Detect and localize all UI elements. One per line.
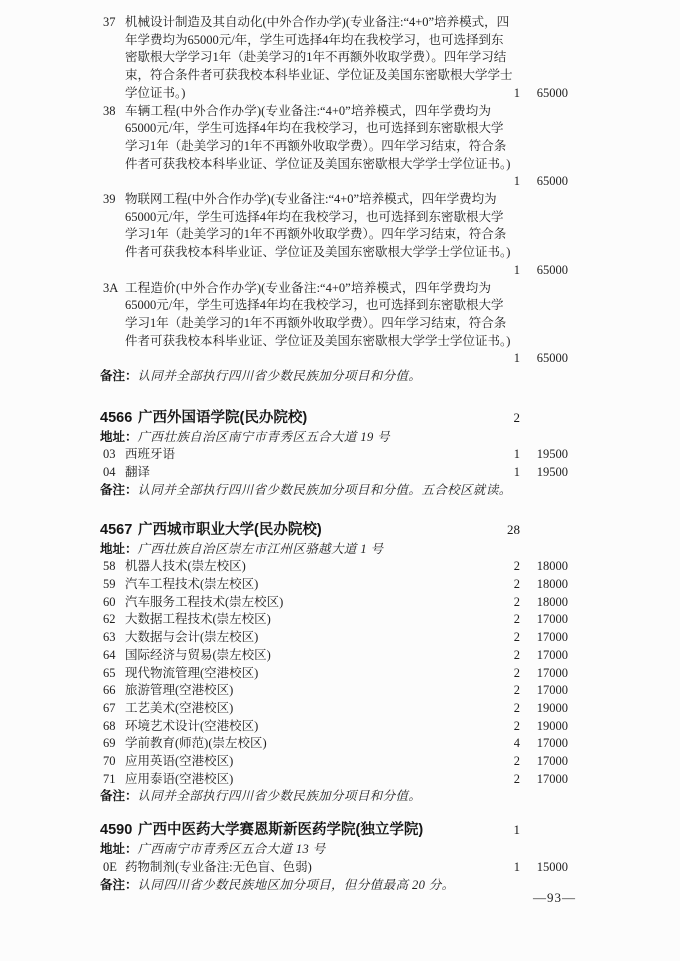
- major-code: 60: [103, 594, 116, 609]
- program-item: [100, 280, 568, 369]
- major-row: [100, 735, 568, 753]
- note-label: 备注：: [100, 789, 138, 804]
- plan-count: 2: [513, 559, 520, 574]
- tuition-fee: 19500: [536, 465, 568, 480]
- plan-count: 2: [513, 576, 520, 591]
- tuition-fee: 17000: [536, 665, 568, 680]
- page-number: —93—: [533, 890, 576, 905]
- note-text: 认同四川省少数民族地区加分项目，但分值最高 20 分。: [137, 877, 455, 892]
- program-description-line: 密歇根大学学习1年（赴美学习的1年不再额外收取学费）。四年学习结: [125, 50, 507, 65]
- address-row: [100, 541, 568, 559]
- plan-row: [100, 262, 568, 280]
- indent-spacer: [100, 350, 125, 368]
- address-row: [100, 429, 568, 447]
- program-paragraph: [100, 103, 568, 174]
- program-description: [125, 191, 511, 262]
- program-code: 3A: [103, 280, 119, 295]
- major-name: 机器人技术(崇左校区): [125, 559, 246, 574]
- major-name: 翻译: [125, 465, 151, 480]
- major-code: 04: [103, 465, 116, 480]
- tuition-fee: 19000: [536, 700, 568, 715]
- tuition-fee: 17000: [536, 647, 568, 662]
- plan-count: 2: [513, 594, 520, 609]
- note-text: 认同并全部执行四川省少数民族加分项目和分值。: [137, 369, 422, 384]
- major-name: 大数据工程技术(崇左校区): [125, 612, 271, 627]
- indent-spacer: [100, 262, 125, 280]
- university-name: 广西城市职业大学(民办院校): [138, 521, 322, 538]
- major-code: 62: [103, 612, 116, 627]
- plan-count: 1: [513, 351, 520, 366]
- major-name: 汽车工程技术(崇左校区): [125, 576, 259, 591]
- tuition-fee: 65000: [536, 262, 568, 277]
- note-row: [100, 368, 568, 386]
- major-name: 应用英语(空港校区): [125, 754, 234, 769]
- program-description-line: 物联网工程(中外合作办学)(专业备注:“4+0”培养模式，四年学费均为: [125, 192, 497, 207]
- tuition-fee: 18000: [536, 594, 568, 609]
- program-paragraph: [100, 280, 568, 351]
- program-description-line: 车辆工程(中外合作办学)(专业备注:“4+0”培养模式，四年学费均为: [125, 103, 491, 118]
- university-plan-count: 2: [513, 409, 520, 425]
- major-row: [100, 753, 568, 771]
- major-row: [100, 682, 568, 700]
- major-name: 国际经济与贸易(崇左校区): [125, 647, 271, 662]
- address-row: [100, 841, 568, 859]
- major-name: 学前教育(师范)(崇左校区): [125, 736, 267, 751]
- program-description-line: 件者可获我校本科毕业证、学位证及美国东密歇根大学学士学位证书。): [125, 156, 511, 171]
- tuition-fee: 17000: [536, 754, 568, 769]
- major-code: 70: [103, 754, 116, 769]
- tuition-fee: 17000: [536, 736, 568, 751]
- major-name: 工艺美术(空港校区): [125, 700, 234, 715]
- major-code: 65: [103, 665, 116, 680]
- note-text: 认同并全部执行四川省少数民族加分项目和分值。五合校区就读。: [137, 482, 512, 497]
- university-code: 4566: [100, 409, 133, 426]
- program-description-line: 年学费均为65000元/年，学生可选择4年均在我校学习，也可选择到东: [125, 32, 504, 47]
- major-row: [100, 647, 568, 665]
- plan-row: [100, 85, 568, 103]
- major-row: [100, 771, 568, 789]
- university-header: [100, 819, 568, 841]
- major-code: 64: [103, 647, 116, 662]
- program-description-line: 工程造价(中外合作办学)(专业备注:“4+0”培养模式，四年学费均为: [125, 280, 491, 295]
- major-name: 应用泰语(空港校区): [125, 771, 234, 786]
- tuition-fee: 15000: [536, 859, 568, 874]
- note-label: 备注：: [100, 877, 138, 892]
- address-label: 地址：: [100, 429, 138, 444]
- major-code: 03: [103, 447, 116, 462]
- tuition-fee: 65000: [536, 174, 568, 189]
- plan-count: 1: [513, 465, 520, 480]
- major-row: [100, 665, 568, 683]
- plan-count: 2: [513, 612, 520, 627]
- plan-count: 2: [513, 647, 520, 662]
- major-row: [100, 594, 568, 612]
- plan-count: 2: [513, 683, 520, 698]
- note-text: 认同并全部执行四川省少数民族加分项目和分值。: [137, 789, 422, 804]
- program-description-line: 件者可获我校本科毕业证、学位证及美国东密歇根大学学士学位证书。): [125, 245, 511, 260]
- university-header: [100, 407, 568, 429]
- plan-row: [100, 350, 568, 368]
- program-description-line: 学位证书。): [125, 85, 186, 100]
- major-code: 0E: [103, 859, 117, 874]
- program-code: 37: [103, 15, 116, 29]
- note-row: [100, 482, 568, 500]
- program-paragraph: [100, 14, 568, 85]
- program-description-line: [125, 350, 490, 368]
- program-description-line: 机械设计制造及其自动化(中外合作办学)(专业备注:“4+0”培养模式，四: [125, 15, 510, 29]
- tuition-fee: 17000: [536, 630, 568, 645]
- tuition-fee: 18000: [536, 576, 568, 591]
- university-plan-count: 1: [513, 822, 520, 838]
- program-description-line: 学习1年（赴美学习的1年不再额外收取学费）。四年学习结束，符合条: [125, 315, 507, 330]
- program-code: 39: [103, 192, 116, 207]
- university-code: 4567: [100, 521, 133, 538]
- major-row: [100, 859, 568, 877]
- tuition-fee: 17000: [536, 771, 568, 786]
- tuition-fee: 19500: [536, 447, 568, 462]
- major-name: 环境艺术设计(空港校区): [125, 718, 259, 733]
- plan-count: 1: [513, 85, 520, 100]
- university-plan-count: 28: [507, 521, 520, 537]
- program-paragraph: [100, 191, 568, 262]
- major-code: 68: [103, 718, 116, 733]
- tuition-fee: 19000: [536, 718, 568, 733]
- address-label: 地址：: [100, 541, 138, 556]
- note-label: 备注：: [100, 482, 138, 497]
- plan-row: [100, 173, 568, 191]
- note-label: 备注：: [100, 369, 138, 384]
- university-header: [100, 519, 568, 541]
- address-text: 广西壮族自治区崇左市江州区骆越大道 1 号: [137, 541, 384, 556]
- program-description: [125, 280, 511, 351]
- program-description-line: 学习1年（赴美学习的1年不再额外收取学费）。四年学习结束，符合条: [125, 227, 507, 242]
- program-code: 38: [103, 103, 116, 118]
- plan-count: 2: [513, 700, 520, 715]
- plan-count: 2: [513, 665, 520, 680]
- address-text: 广西壮族自治区南宁市青秀区五合大道 19 号: [137, 429, 391, 444]
- program-description-line: [125, 173, 490, 191]
- note-row: [100, 877, 568, 895]
- program-description-line: [125, 262, 490, 280]
- plan-count: 2: [513, 718, 520, 733]
- program-item: [100, 14, 568, 103]
- address-label: 地址：: [100, 842, 138, 857]
- program-description-line: 65000元/年，学生可选择4年均在我校学习，也可选择到东密歇根大学: [125, 298, 504, 313]
- plan-count: 1: [513, 174, 520, 189]
- university-name: 广西外国语学院(民办院校): [138, 409, 308, 426]
- major-code: 67: [103, 700, 116, 715]
- indent-spacer: [100, 85, 125, 103]
- university-section: [100, 519, 568, 807]
- major-row: [100, 629, 568, 647]
- tuition-fee: 18000: [536, 559, 568, 574]
- major-name: 西班牙语: [125, 447, 176, 462]
- page-content: [100, 14, 568, 894]
- major-code: 59: [103, 576, 116, 591]
- major-row: [100, 576, 568, 594]
- tuition-fee: 65000: [536, 351, 568, 366]
- major-code: 58: [103, 559, 116, 574]
- continued-university-block: [100, 14, 568, 368]
- major-code: 69: [103, 736, 116, 751]
- major-row: [100, 718, 568, 736]
- major-row: [100, 558, 568, 576]
- major-name: 大数据与会计(崇左校区): [125, 630, 259, 645]
- address-text: 广西南宁市青秀区五合大道 13 号: [137, 842, 326, 857]
- major-row: [100, 700, 568, 718]
- major-row: [100, 464, 568, 482]
- major-code: 63: [103, 630, 116, 645]
- university-name: 广西中医药大学赛恩斯新医药学院(独立学院): [138, 822, 424, 839]
- university-code: 4590: [100, 822, 133, 839]
- major-name: 药物制剂(专业备注:无色盲、色弱): [125, 859, 312, 874]
- program-description-line: 学习1年（赴美学习的1年不再额外收取学费）。四年学习结束，符合条: [125, 138, 507, 153]
- plan-count: 2: [513, 630, 520, 645]
- indent-spacer: [100, 173, 125, 191]
- tuition-fee: 17000: [536, 612, 568, 627]
- major-row: [100, 611, 568, 629]
- university-sections: [100, 407, 568, 894]
- program-description-line: 65000元/年，学生可选择4年均在我校学习，也可选择到东密歇根大学: [125, 121, 504, 136]
- tuition-fee: 65000: [536, 85, 568, 100]
- university-section: [100, 819, 568, 894]
- program-description-line: 束，符合条件者可获我校本科毕业证、学位证及美国东密歇根大学学士: [125, 68, 513, 83]
- major-name: 旅游管理(空港校区): [125, 683, 234, 698]
- major-name: 汽车服务工程技术(崇左校区): [125, 594, 284, 609]
- program-description: [125, 103, 511, 174]
- plan-count: 1: [513, 859, 520, 874]
- program-description-line: 65000元/年，学生可选择4年均在我校学习，也可选择到东密歇根大学: [125, 209, 504, 224]
- program-description: [125, 14, 513, 85]
- university-section: [100, 407, 568, 500]
- major-row: [100, 446, 568, 464]
- program-description-line: 件者可获我校本科毕业证、学位证及美国东密歇根大学学士学位证书。): [125, 333, 511, 348]
- tuition-fee: 17000: [536, 683, 568, 698]
- plan-count: 2: [513, 771, 520, 786]
- program-item: [100, 103, 568, 192]
- program-item: [100, 191, 568, 280]
- note-row: [100, 788, 568, 806]
- plan-count: 2: [513, 754, 520, 769]
- plan-count: 4: [513, 736, 520, 751]
- major-name: 现代物流管理(空港校区): [125, 665, 259, 680]
- major-code: 66: [103, 683, 116, 698]
- plan-count: 1: [513, 262, 520, 277]
- plan-count: 1: [513, 447, 520, 462]
- major-code: 71: [103, 771, 116, 786]
